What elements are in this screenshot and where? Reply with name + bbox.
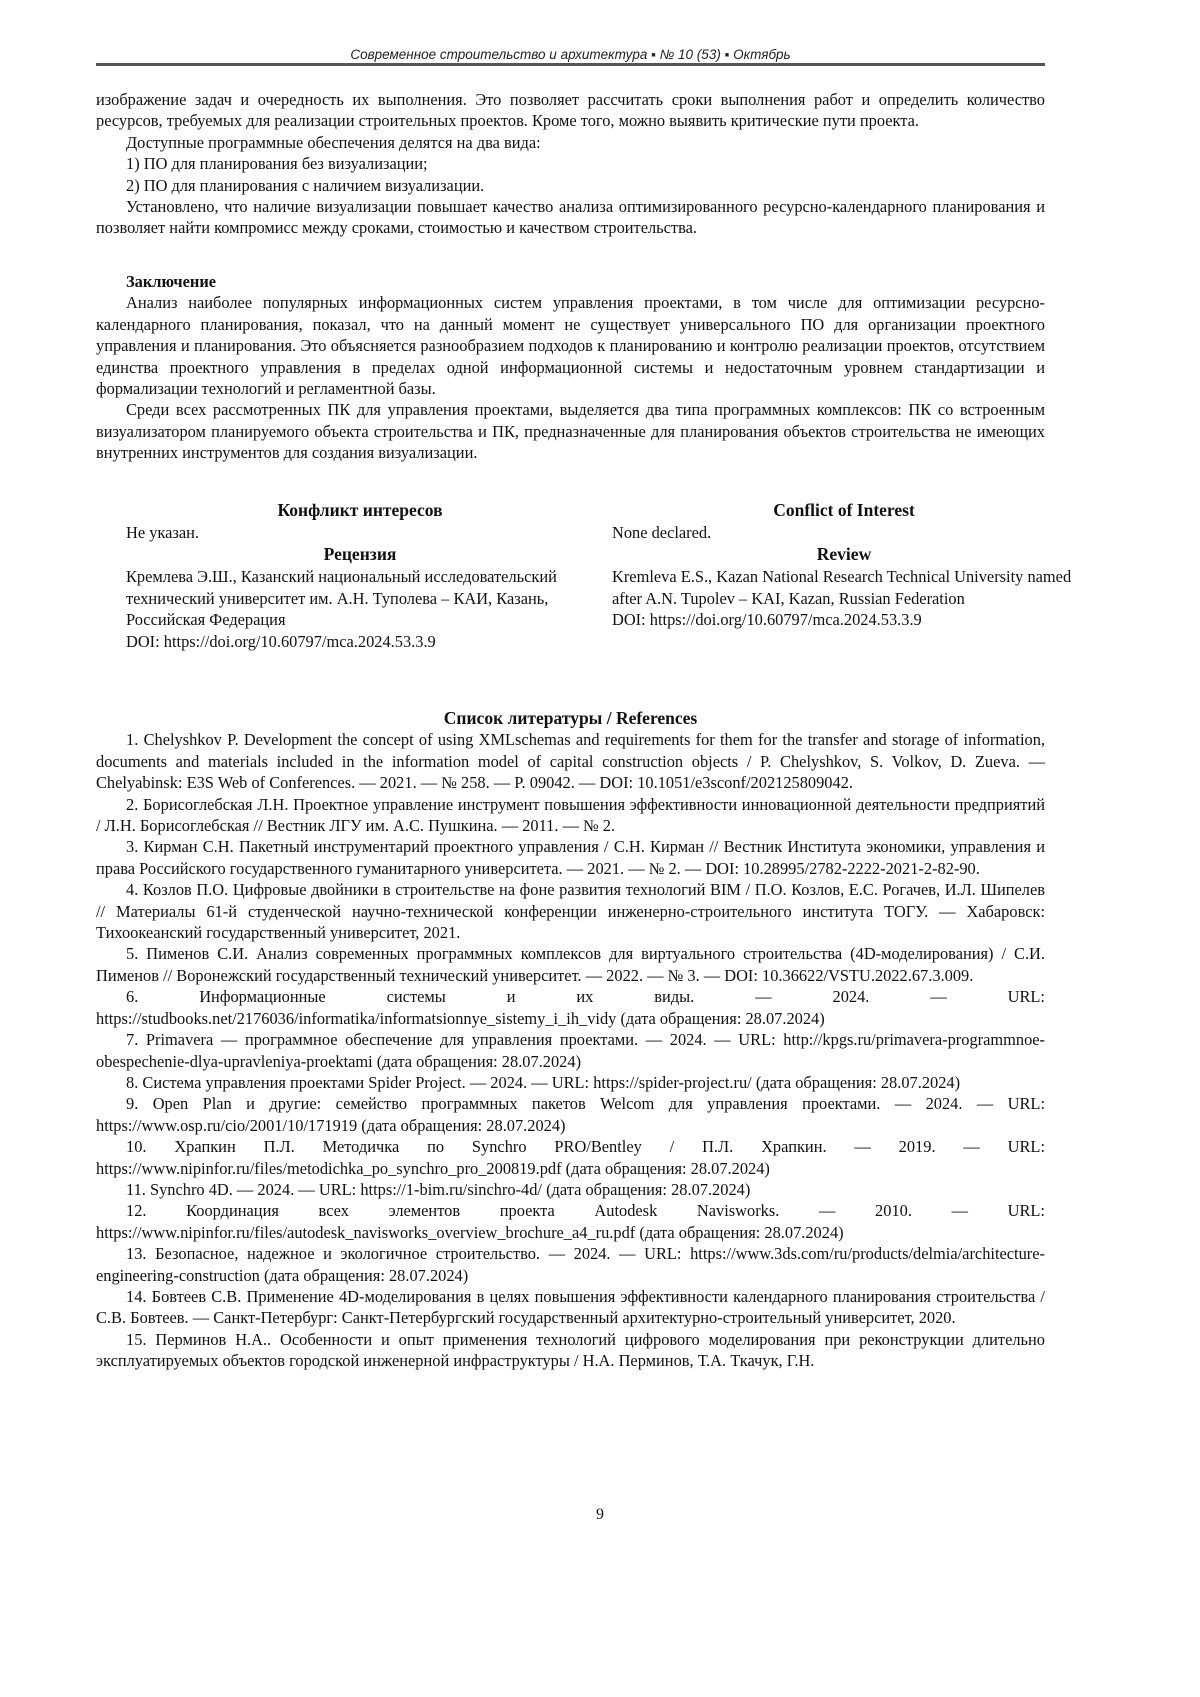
reference-item: 5. Пименов С.И. Анализ современных программных комплексов для виртуального строительства (4D-моделирования) / С.И. Пименов // Воронежский государственный технический университет. — 2022. — № 3. — DOI: 10.36622/VSTU.2022.67.3.009. xyxy=(96,943,1045,986)
reference-item: 9. Open Plan и другие: семейство программных пакетов Welcom для управления проектами. — 2024. — URL: https://www.osp.ru/cio/2001/10/171919 (дата обращения: 28.07.2024) xyxy=(96,1093,1045,1136)
reference-item: 4. Козлов П.О. Цифровые двойники в строительстве на фоне развития технологий BIM / П.О. Козлов, Е.С. Рогачев, И.Л. Шипелев // Материалы 61-й студенческой научно-технической конференции инженерно-строительного института ТОГУ. — Хабаровск: Тихоокеанский государственный университет, 2021. xyxy=(96,879,1045,943)
references-list xyxy=(96,729,1045,1371)
references-section xyxy=(96,708,1045,1372)
running-header: Современное строительство и архитектура ▪ № 10 (53) ▪ Октябрь xyxy=(96,44,1045,65)
reference-item: 14. Бовтеев С.В. Применение 4D-моделирования в целях повышения эффективности календарного планирования строительства / С.В. Бовтеев. — Санкт-Петербург: Санкт-Петербургский государственный архитектурно-строительный университет, 2020. xyxy=(96,1286,1045,1329)
conflict-heading: Конфликт интересов xyxy=(126,499,594,522)
references-heading: Список литературы / References xyxy=(96,708,1045,729)
reference-item: 8. Система управления проектами Spider Project. — 2024. — URL: https://spider-project.ru/ (дата обращения: 28.07.2024) xyxy=(96,1072,1045,1093)
reference-item: 7. Primavera — программное обеспечение для управления проектами. — 2024. — URL: http://kpgs.ru/primavera-programmnoe-obespechenie-dlya-upravleniya-proektami (дата обращения: 28.07.2024) xyxy=(96,1029,1045,1072)
reference-item: 10. Храпкин П.Л. Методичка по Synchro PRO/Bentley / П.Л. Храпкин. — 2019. — URL: https://www.nipinfor.ru/files/metodichka_po_synchro_pro_200819.pdf (дата обращения: 28.07.2024) xyxy=(96,1136,1045,1179)
header-rule xyxy=(96,63,1045,66)
conflict-text: Не указан. xyxy=(126,522,594,543)
reference-item: 11. Synchro 4D. — 2024. — URL: https://1-bim.ru/sinchro-4d/ (дата обращения: 28.07.2024) xyxy=(96,1179,1045,1200)
list-item: 1) ПО для планирования без визуализации; xyxy=(96,153,1045,174)
reference-item: 3. Кирман С.Н. Пакетный инструментарий проектного управления / С.Н. Кирман // Вестник Института экономики, управления и права Российского государственного гуманитарного университета. — 2021. — № 2. — DOI: 10.28995/2782-2222-2021-2-82-90. xyxy=(96,836,1045,879)
conflict-en-column xyxy=(612,499,1076,631)
conflict-text: None declared. xyxy=(612,522,1076,543)
page-number: 9 xyxy=(0,1504,1200,1525)
reference-item: 12. Координация всех элементов проекта Autodesk Navisworks. — 2010. — URL: https://www.nipinfor.ru/files/autodesk_navisworks_overview_brochure_a4_ru.pdf (дата обращения: 28.07.2024) xyxy=(96,1200,1045,1243)
conflict-ru-column xyxy=(126,499,594,652)
reference-item: 1. Chelyshkov P. Development the concept of using XMLschemas and requirements for them for the transfer and storage of information, documents and materials included in the information model of capital construction objects / P. Chelyshkov, S. Volkov, D. Zueva. — Chelyabinsk: E3S Web of Conferences. — 2021. — № 258. — P. 09042. — DOI: 10.1051/e3sconf/202125809042. xyxy=(96,729,1045,793)
conflict-heading: Conflict of Interest xyxy=(612,499,1076,522)
paragraph: изображение задач и очередность их выполнения. Это позволяет рассчитать сроки выполнения работ и определить количество ресурсов, требуемых для реализации строительных проектов. Кроме того, можно выявить критические пути проекта. xyxy=(96,89,1045,132)
reference-item: 15. Перминов Н.А.. Особенности и опыт применения технологий цифрового моделирования при реконструкции длительно эксплуатируемых объектов городской инженерной инфраструктуры / Н.А. Перминов, Т.А. Ткачук, Г.Н. xyxy=(96,1329,1045,1372)
paragraph: Анализ наиболее популярных информационных систем управления проектами, в том числе для оптимизации ресурсно-календарного планирования, показал, что на данный момент не существует универсального ПО для организации проектного управления и планирования. Это объясняется разнообразием подходов к планированию и контролю реализации проектов, отсутствием единства проектного управления в пределах одной информационной системы и недостаточным уровнем стандартизации и формализации технологий и регламентной базы. xyxy=(96,292,1045,399)
doi-link[interactable]: DOI: https://doi.org/10.60797/mca.2024.53.3.9 xyxy=(126,631,594,652)
reference-item: 6. Информационные системы и их виды. — 2024. — URL: https://studbooks.net/2176036/informatika/informatsionnye_sistemy_i_ih_vidy (дата обращения: 28.07.2024) xyxy=(96,986,1045,1029)
reference-item: 2. Борисоглебская Л.Н. Проектное управление инструмент повышения эффективности инновационной деятельности предприятий / Л.Н. Борисоглебская // Вестник ЛГУ им. А.С. Пушкина. — 2011. — № 2. xyxy=(96,794,1045,837)
body-section xyxy=(96,89,1045,239)
doi-link[interactable]: DOI: https://doi.org/10.60797/mca.2024.53.3.9 xyxy=(612,609,1076,630)
review-text: Kremleva E.S., Kazan National Research Technical University named after A.N. Tupolev – KAI, Kazan, Russian Federation xyxy=(612,566,1076,609)
paragraph: Установлено, что наличие визуализации повышает качество анализа оптимизированного ресурсно-календарного планирования и позволяет найти компромисс между сроками, стоимостью и качеством строительства. xyxy=(96,196,1045,239)
paragraph: Среди всех рассмотренных ПК для управления проектами, выделяется два типа программных комплексов: ПК со встроенным визуализатором планируемого объекта строительства и ПК, предназначенные для планирования объектов строительства не имеющих внутренних инструментов для создания визуализации. xyxy=(96,399,1045,463)
review-heading: Рецензия xyxy=(126,543,594,566)
list-item: 2) ПО для планирования с наличием визуализации. xyxy=(96,175,1045,196)
conclusion-heading: Заключение xyxy=(96,271,1045,292)
conclusion-section xyxy=(96,271,1045,464)
paragraph: Доступные программные обеспечения делятся на два вида: xyxy=(96,132,1045,153)
reference-item: 13. Безопасное, надежное и экологичное строительство. — 2024. — URL: https://www.3ds.com/ru/products/delmia/architecture-engineering-construction (дата обращения: 28.07.2024) xyxy=(96,1243,1045,1286)
review-text: Кремлева Э.Ш., Казанский национальный исследовательский технический университет им. А.Н. Туполева – КАИ, Казань, Российская Федерация xyxy=(126,566,594,630)
review-heading: Review xyxy=(612,543,1076,566)
